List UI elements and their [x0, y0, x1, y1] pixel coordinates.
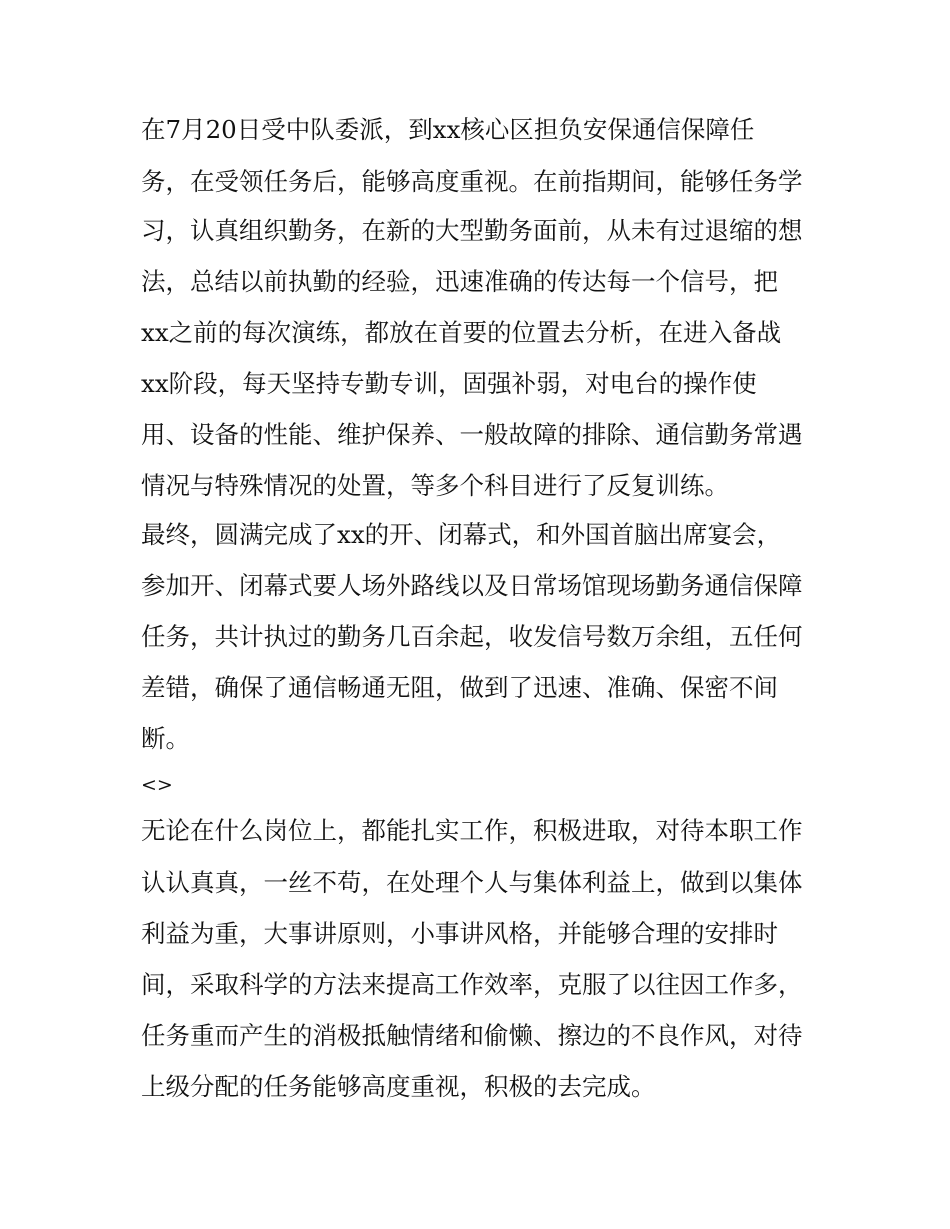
text-line: 务，在受领任务后，能够高度重视。在前指期间，能够任务学 [141, 167, 803, 196]
text-line: 无论在什么岗位上，都能扎实工作，积极进取，对待本职工作 [141, 816, 803, 845]
text-line: 利益为重，大事讲原则，小事讲风格，并能够合理的安排时 [141, 919, 778, 948]
text-line: 上级分配的任务能够高度重视，积极的去完成。 [141, 1072, 656, 1101]
text-line: 情况与特殊情况的处置，等多个科目进行了反复训练。 [141, 471, 729, 500]
bracket-marker: <> [141, 774, 173, 796]
text-line: 断。 [141, 724, 190, 753]
text-line: 任务，共计执过的勤务几百余起，收发信号数万余组，五任何 [141, 622, 803, 651]
text-line: 用、设备的性能、维护保养、一般故障的排除、通信勤务常遇 [141, 420, 803, 449]
text-line: 参加开、闭幕式要人场外路线以及日常场馆现场勤务通信保障 [141, 571, 803, 600]
text-line: 差错，确保了通信畅通无阻，做到了迅速、准确、保密不间 [141, 673, 778, 702]
text-line: 在7月20日受中队委派，到xx核心区担负安保通信保障任 [141, 115, 755, 144]
text-line: xx阶段，每天坚持专勤专训，固强补弱，对电台的操作使 [141, 369, 757, 398]
text-line: 法，总结以前执勤的经验，迅速准确的传达每一个信号，把 [141, 267, 778, 296]
text-line: 间，采取科学的方法来提高工作效率，克服了以往因工作多， [141, 970, 803, 999]
text-line: 认认真真，一丝不苟，在处理个人与集体利益上，做到以集体 [141, 868, 803, 897]
text-line: 最终，圆满完成了xx的开、闭幕式，和外国首脑出席宴会， [141, 520, 782, 549]
text-line: xx之前的每次演练，都放在首要的位置去分析，在进入备战 [141, 318, 782, 347]
text-line: 任务重而产生的消极抵触情绪和偷懒、擦边的不良作风，对待 [141, 1021, 803, 1050]
text-line: 习，认真组织勤务，在新的大型勤务面前，从未有过退缩的想 [141, 216, 803, 245]
